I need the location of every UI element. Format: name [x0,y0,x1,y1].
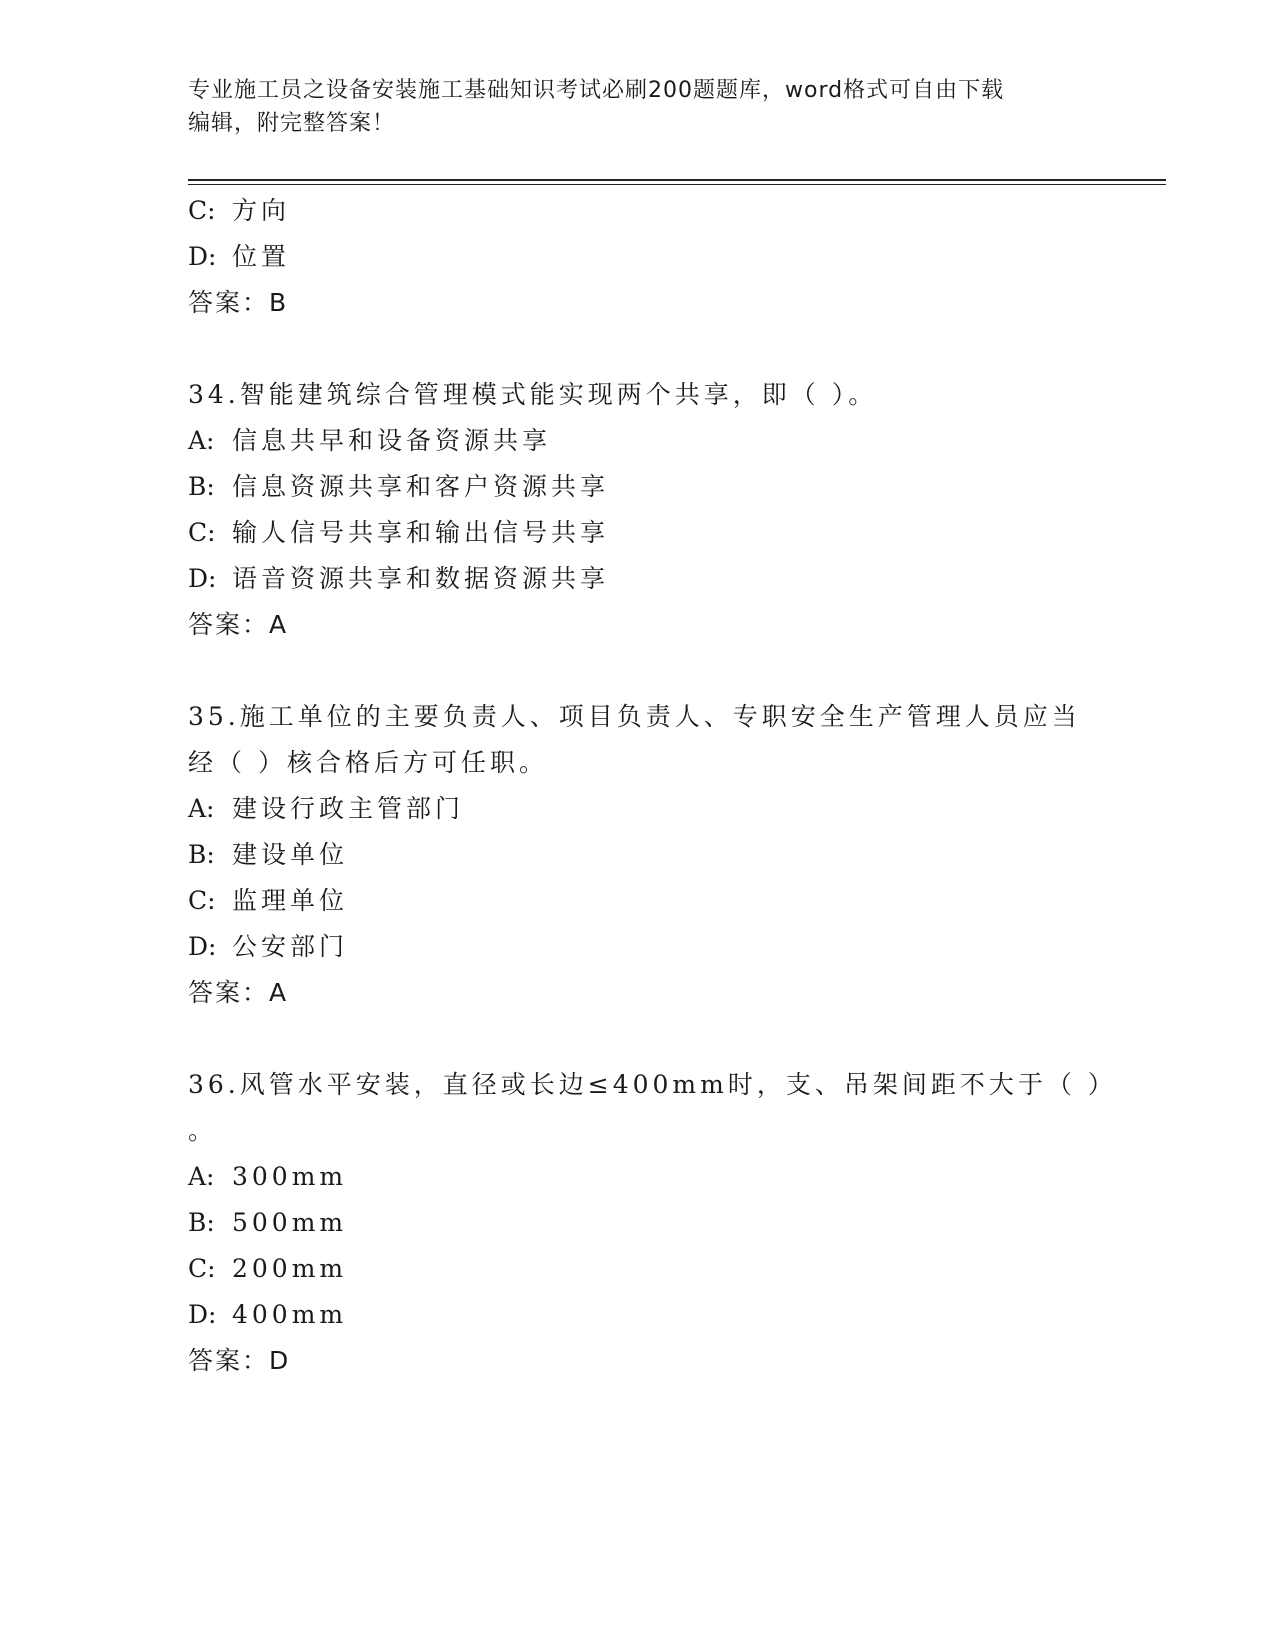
option-key: C: [188,196,216,225]
option-key: D: [188,242,217,271]
option-text: 公安部门 [232,932,349,961]
option-key: B: [188,1208,215,1237]
answer-label: 答案：A [188,610,289,639]
question-content [188,188,1117,1384]
option-a [188,418,1088,464]
option-key: D: [188,932,217,961]
option-c [188,510,1088,556]
option-key: A: [188,1162,215,1191]
question-34 [188,372,1088,648]
question-stem-line-1: 36.风管水平安装，直径或长边≤400mm时，支、吊架间距不大于（ ） [188,1070,1117,1099]
option-key: C: [188,886,216,915]
option-a [188,1154,1088,1200]
answer-label: 答案：D [188,1346,291,1375]
option-text: 300mm [232,1162,348,1191]
option-d [188,234,1088,280]
header-line-1: 专业施工员之设备安装施工基础知识考试必刷200题题库，word格式可自由下载 [188,78,1005,103]
option-text: 500mm [232,1208,348,1237]
option-d [188,1292,1088,1338]
option-text: 建设行政主管部门 [232,794,465,823]
option-c [188,1246,1088,1292]
document-header [188,74,1088,140]
header-divider-thick [188,179,1166,181]
option-c [188,878,1088,924]
option-key: A: [188,426,215,455]
option-text: 信息资源共享和客户资源共享 [232,472,610,501]
question-33 [188,188,1088,326]
option-text: 信息共早和设备资源共享 [232,426,552,455]
option-text: 监理单位 [232,886,349,915]
option-d [188,924,1088,970]
option-text: 语音资源共享和数据资源共享 [232,564,610,593]
option-key: B: [188,472,215,501]
option-text: 位置 [232,242,291,271]
option-text: 输人信号共享和输出信号共享 [232,518,610,547]
question-stem: 34.智能建筑综合管理模式能实现两个共享，即（ ）。 [188,380,878,409]
question-36 [188,1062,1117,1384]
answer-label: 答案：B [188,288,289,317]
option-key: D: [188,564,217,593]
option-d [188,556,1088,602]
option-text: 400mm [232,1300,348,1329]
question-stem-line-2: 。 [188,1116,214,1145]
option-key: C: [188,518,216,547]
option-a [188,786,1088,832]
header-divider-thin [188,184,1166,185]
answer-label: 答案：A [188,978,289,1007]
option-b [188,464,1088,510]
header-line-2: 编辑，附完整答案！ [188,111,396,136]
option-b [188,1200,1088,1246]
question-35 [188,694,1088,1016]
option-text: 建设单位 [232,840,349,869]
option-text: 200mm [232,1254,348,1283]
question-stem-line-2: 经（ ）核合格后方可任职。 [188,748,548,777]
option-key: A: [188,794,215,823]
option-c [188,188,1088,234]
option-key: B: [188,840,215,869]
question-stem-line-1: 35.施工单位的主要负责人、项目负责人、专职安全生产管理人员应当 [188,702,1081,731]
option-key: D: [188,1300,217,1329]
option-key: C: [188,1254,216,1283]
option-b [188,832,1088,878]
option-text: 方向 [232,196,291,225]
